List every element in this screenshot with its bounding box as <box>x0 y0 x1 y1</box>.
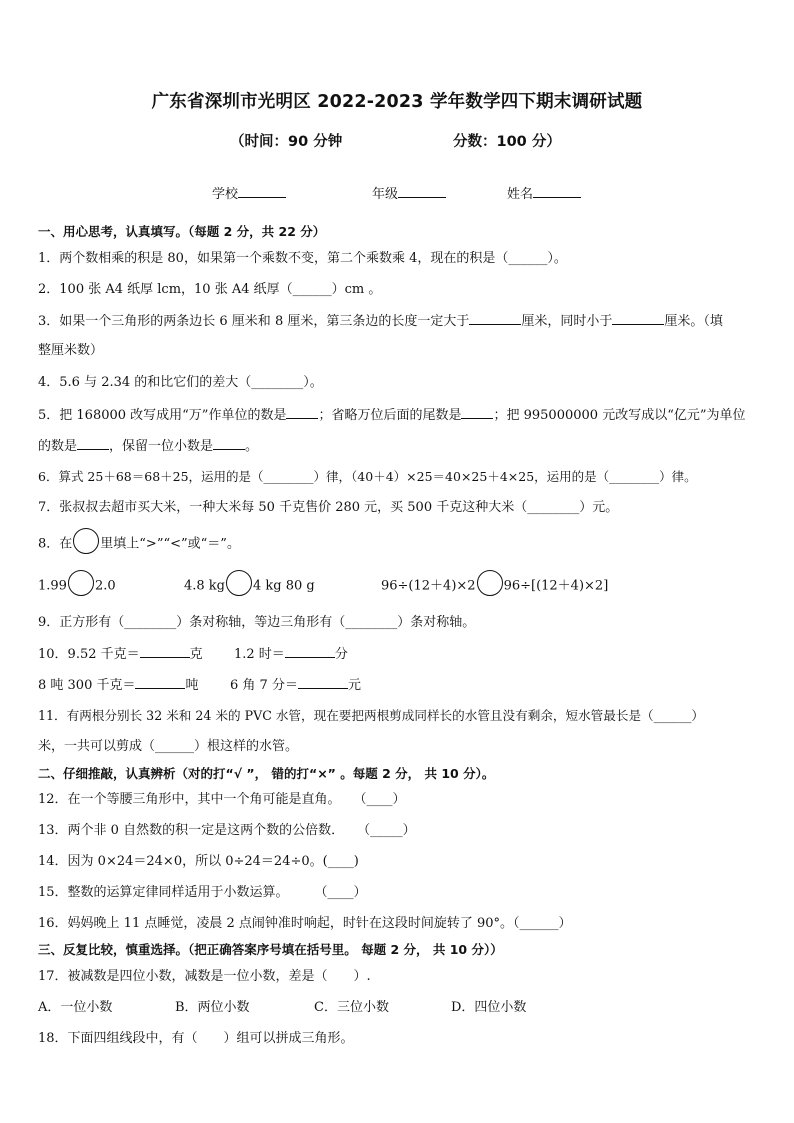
question-11: 11．有两根分别长 32 米和 24 米的 PVC 水管，现在要把两根剪成同样长的水管且没有剩余，短水管最长是（______） <box>38 708 705 723</box>
option-d[interactable]: D．四位小数 <box>451 1000 527 1015</box>
question-11-continued: 米，一共可以剪成（______）根这样的水管。 <box>38 739 299 754</box>
conversion-1 <box>38 645 203 664</box>
section-3-heading: 三、反复比较，慎重选择。（把正确答案序号填在括号里。 每题 2 分， 共 10 分）） <box>38 942 503 957</box>
question-5-text-a: 5．把 168000 改写成用“万”作单位的数是 <box>38 408 287 423</box>
conversion-3-blank <box>135 676 185 689</box>
compare-circle-icon[interactable] <box>226 570 252 596</box>
question-5-continued <box>38 437 758 456</box>
conversion-4-blank <box>298 676 348 689</box>
school-field <box>212 183 286 202</box>
question-14: 14．因为 0×24＝24×0，所以 0÷24＝24÷0。(____) <box>38 854 359 869</box>
question-7: 7．张叔叔去超市买大米，一种大米每 50 千克售价 280 元，买 500 千克这种大米（________）元。 <box>38 500 619 515</box>
compare-3-left: 96÷(12＋4)×2 <box>381 578 476 594</box>
question-3-blank-1 <box>469 312 521 325</box>
name-blank <box>533 185 581 198</box>
question-5-blank-1 <box>286 406 318 419</box>
grade-blank <box>398 185 446 198</box>
conversion-2-unit: 分 <box>334 647 348 662</box>
question-5-blank-2 <box>461 406 493 419</box>
question-15: 15．整数的运算定律同样适用于小数运算。 （____） <box>38 885 367 900</box>
compare-circle-icon[interactable] <box>477 570 503 596</box>
school-label: 学校 <box>212 187 239 202</box>
question-5-text-f: 。 <box>245 439 259 454</box>
question-13: 13．两个非 0 自然数的积一定是这两个数的公倍数． （_____） <box>38 823 416 838</box>
compare-item-2 <box>184 576 315 596</box>
conversion-3-unit: 吨 <box>185 678 199 693</box>
conversion-1-text: 10．9.52 千克＝ <box>38 647 140 662</box>
question-5-blank-3 <box>77 437 109 450</box>
question-8 <box>38 534 758 554</box>
conversion-3-text: 8 吨 300 千克＝ <box>38 678 136 693</box>
exam-time: （时间：90 分钟 <box>230 134 343 150</box>
conversion-4-unit: 元 <box>347 678 361 693</box>
conversion-3 <box>38 676 199 695</box>
question-8-text-a: 8．在 <box>38 536 73 552</box>
conversion-2 <box>234 645 348 664</box>
question-16: 16．妈妈晚上 11 点睡觉，凌晨 2 点闹钟准时响起，时针在这段时间旋转了 90°。（______） <box>38 916 572 931</box>
section-2-heading: 二、仔细推敲，认真辨析（对的打“√ ”， 错的打“×” 。每题 2 分， 共 10 分）。 <box>38 766 495 781</box>
question-5-blank-4 <box>213 437 245 450</box>
question-17: 17．被减数是四位小数，减数是一位小数，差是（ ）. <box>38 969 371 984</box>
question-3-text-a: 3．如果一个三角形的两条边长 6 厘米和 8 厘米，第三条边的长度一定大于 <box>38 314 470 329</box>
question-9: 9．正方形有（________）条对称轴，等边三角形有（________）条对称轴。 <box>38 615 476 630</box>
compare-circle-icon <box>73 528 99 554</box>
question-2: 2．100 张 A4 纸厚 lcm，10 张 A4 纸厚（______）cm 。 <box>38 282 382 297</box>
compare-circle-icon[interactable] <box>68 570 94 596</box>
compare-2-left: 4.8 kg <box>184 578 226 594</box>
compare-item-1 <box>38 576 116 596</box>
exam-score: 分数：100 分） <box>453 134 561 150</box>
compare-1-right: 2.0 <box>94 578 116 594</box>
question-3-blank-2 <box>612 312 664 325</box>
compare-3-right: 96÷[(12＋4)×2] <box>503 578 609 594</box>
conversion-4-text: 6 角 7 分＝ <box>230 678 298 693</box>
exam-title: 广东省深圳市光明区 2022-2023 学年数学四下期末调研试题 <box>151 92 643 112</box>
school-blank <box>238 185 286 198</box>
question-3 <box>38 312 758 331</box>
question-3-text-b: 厘米，同时小于 <box>521 314 613 329</box>
option-b[interactable]: B．两位小数 <box>175 1000 250 1015</box>
compare-item-3 <box>381 576 608 596</box>
question-3-text-c: 厘米。（填 <box>664 314 723 329</box>
grade-field <box>372 183 446 202</box>
question-18: 18．下面四组线段中，有（ ）组可以拼成三角形。 <box>38 1031 354 1046</box>
grade-label: 年级 <box>372 187 399 202</box>
conversion-2-blank <box>285 645 335 658</box>
question-4: 4．5.6 与 2.34 的和比它们的差大（________）。 <box>38 375 323 390</box>
conversion-1-unit: 克 <box>189 647 203 662</box>
question-6: 6．算式 25＋68＝68＋25，运用的是（________）律，（40＋4）×25＝40×25＋4×25，运用的是（________）律。 <box>38 469 697 484</box>
conversion-2-text: 1.2 时＝ <box>234 647 285 662</box>
conversion-4 <box>230 676 361 695</box>
compare-1-left: 1.99 <box>38 578 67 594</box>
question-12: 12．在一个等腰三角形中，其中一个角可能是直角。 （____） <box>38 792 406 807</box>
option-a[interactable]: A．一位小数 <box>38 1000 113 1015</box>
question-5-text-c: ；把 995000000 元改写成以“亿元”为单位 <box>493 408 746 423</box>
question-5 <box>38 406 758 425</box>
question-5-text-e: ，保留一位小数是 <box>109 439 214 454</box>
compare-2-right: 4 kg 80 g <box>253 578 315 594</box>
question-8-text-b: 里填上“>”“<”或“＝”。 <box>100 536 240 552</box>
question-3-continued: 整厘米数） <box>38 343 104 358</box>
name-field <box>507 183 581 202</box>
question-1: 1．两个数相乘的积是 80，如果第一个乘数不变，第二个乘数乘 4，现在的积是（______）。 <box>38 251 567 266</box>
name-label: 姓名 <box>507 187 534 202</box>
conversion-1-blank <box>140 645 190 658</box>
question-5-text-b: ；省略万位后面的尾数是 <box>318 408 462 423</box>
section-1-heading: 一、用心思考，认真填写。（每题 2 分，共 22 分） <box>38 224 326 239</box>
option-c[interactable]: C．三位小数 <box>314 1000 389 1015</box>
question-5-text-d: 的数是 <box>38 439 78 454</box>
